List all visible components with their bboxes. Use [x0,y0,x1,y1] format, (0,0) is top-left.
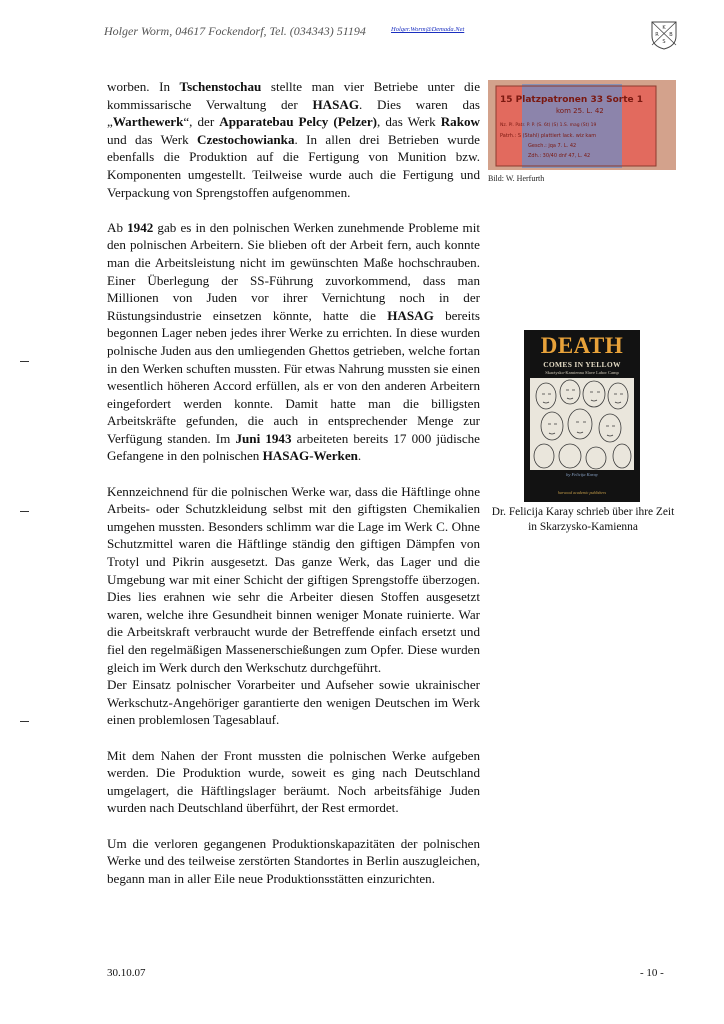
paragraph [107,78,480,201]
bold-term: Czestochowianka [197,131,295,147]
logo-letter: B [669,32,673,38]
text-run: . In allen drei Betrieben wurde ebenfalls die Produktion auf die Fertigung von Munition bzw. Komponenten umgestellt. Teilweise wurde auch die Fertigung und Verpackung von Sprengstoffen aufgenommen. [107,131,480,200]
label-line: Nz. Pl. Patr. P. P. (S. 6t) (S) 1.S. mag (St) 19 [500,123,597,128]
logo-letter: S [662,39,666,45]
footer-date: 30.10.07 [107,967,146,979]
book-subtitle: COMES IN YELLOW [543,360,621,369]
crest-logo-icon [650,20,678,50]
label-line: Zdh.: 30/40 dnf 47, L. 42 [528,153,591,159]
text-run: stellte man vier Betriebe unter die kommissarische Verwaltung der [107,79,480,112]
author-contact-line: Holger Worm, 04617 Fockendorf, Tel. (034343) 51194 [104,24,366,38]
margin-mark [20,511,29,512]
book-author: by Felicija Karay [566,472,598,477]
text-run: und das Werk [107,131,198,147]
paragraph [107,219,480,465]
bold-term: HASAG [387,307,434,323]
article-body [107,78,480,905]
text-run: bereits begonnen Lager neben jedes ihrer Werke zu errichten. In diese wurden polnische Juden aus den umliegenden Ghettos getrieben, welche fortan in den Werken schuften mussten. Für etwas Nahrung mussten sie einen wesentlich höheren Accord erfüllen, als er von den anderen Arbeitern eingefordert werden konnte. Damit hatte man die billigsten Arbeitskräfte gefunden, die auch in entsprechender Menge zur Verfügung standen. Im [107,307,480,446]
text-run: gab es in den polnischen Werken zunehmende Probleme mit den polnischen Arbeitern. Sie blieben oft der Arbeit fern, auch konnte man die Arbeitsleistung nicht im gewünschten Maße hochschrauben. Einer Überlegung der SS-Führung zuvorkommend, dass man Millionen von Juden vor ihrer Vernichtung noch in der Rüstungsindustrie einsetzen könnte, hatte die [107,219,480,323]
bold-term: Juni 1943 [235,430,292,446]
bold-term: 1942 [127,219,154,235]
text-run: worben. In [107,79,180,94]
logo-letter: K [662,25,666,31]
photo-caption: Bild: W. Herfurth [488,174,545,183]
text-run: . [357,448,362,464]
label-line: Gesch.: jqa 7. L. 42 [528,143,577,149]
text-run: arbeiteten bereits 17 000 jüdische Gefangene in den polnischen [107,430,480,464]
text-run: Kennzeichnend für die polnischen Werke war, dass die Häftlinge ohne Arbeits- oder Schutzkleidung selbst mit den giftigsten Chemikalien umgehen mussten. Besonders schlimm war die Lage im Werk C. Ohne Schutzmittel waren die Häftlinge ständig den giftigen Dämpfen von Trotyl und Pikrin ausgesetzt. Das ganze Werk, das Lager und die Umgebung war mit einer Schicht der giftigen Sprengstoffe überzogen. Dies lies erahnen wie sehr die Arbeiter diesen Stoffen ausgesetzt waren, welche ihre Gesundheit binnen weniger Monate ruinierte. War die Arbeitskraft verbraucht wurde der Betreffende einfach ersetzt und fiel den regelmäßigen Massenerschießungen zum Opfer. Diese wurden gleich im Werk durch den Werkschutz durchgeführt. [107,483,480,675]
paragraph [107,747,480,817]
bold-term: Apparatebau Pelcy (Pelzer) [219,114,378,130]
paragraph [107,676,480,729]
text-run: Der Einsatz polnischer Vorarbeiter und Aufseher sowie ukrainischer Werkschutz-Angehöriger garantierte den wenigen Deutschen im Werk einen problemlosen Tagesablauf. [107,677,480,728]
text-run: Ab [107,219,128,235]
text-run: Um die verloren gegangenen Produktionskapazitäten der polnischen Werke und des teilweise zerstörten Standortes in Berlin auszugleichen, begann man in aller Eile neue Produktionsstätten einzurichten. [107,835,480,886]
paragraph [107,483,480,677]
book-title: DEATH [540,333,624,358]
margin-mark [20,361,29,362]
book-cover-image [524,330,640,502]
logo-letter: R [655,32,659,38]
text-run: , das Werk [377,114,441,130]
faces-illustration [530,378,634,470]
bold-term: HASAG-Werken [262,448,358,464]
bold-term: HASAG [312,96,360,112]
label-line: kom 25. L. 42 [556,107,604,115]
margin-mark [20,721,29,722]
label-line: Patrh.: S (Stahl) plattiert lack. wiz kam [500,133,597,139]
book-tagline: Skarżysko-Kamienna Slave Labor Camp [545,370,619,375]
bold-term: Warthewerk [112,114,184,130]
page-number: - 10 - [640,967,664,979]
paragraph [107,835,480,888]
text-run: “, der [183,114,220,130]
email-link[interactable]: Holger.Worm@Demada.Net [391,26,465,33]
book-publisher: harwood academic publishers [557,490,607,495]
ammunition-label-photo [488,80,676,170]
bold-term: Tschenstochau [179,79,262,94]
label-line: 15 Platzpatronen 33 Sorte 1 [500,95,644,105]
book-caption: Dr. Felicija Karay schrieb über ihre Zeit in Skarzysko-Kamienna [491,506,675,533]
text-run: . Dies waren das „ [107,96,480,130]
bold-term: Rakow [440,114,480,130]
text-run: Mit dem Nahen der Front mussten die polnischen Werke aufgeben werden. Die Produktion wurde, soweit es ging nach Deutschland umgelagert, die Häftlingslager beräumt. Noch arbeitsfähige Juden wurden nach Deutschland überführt, der Rest ermordet. [107,747,480,816]
